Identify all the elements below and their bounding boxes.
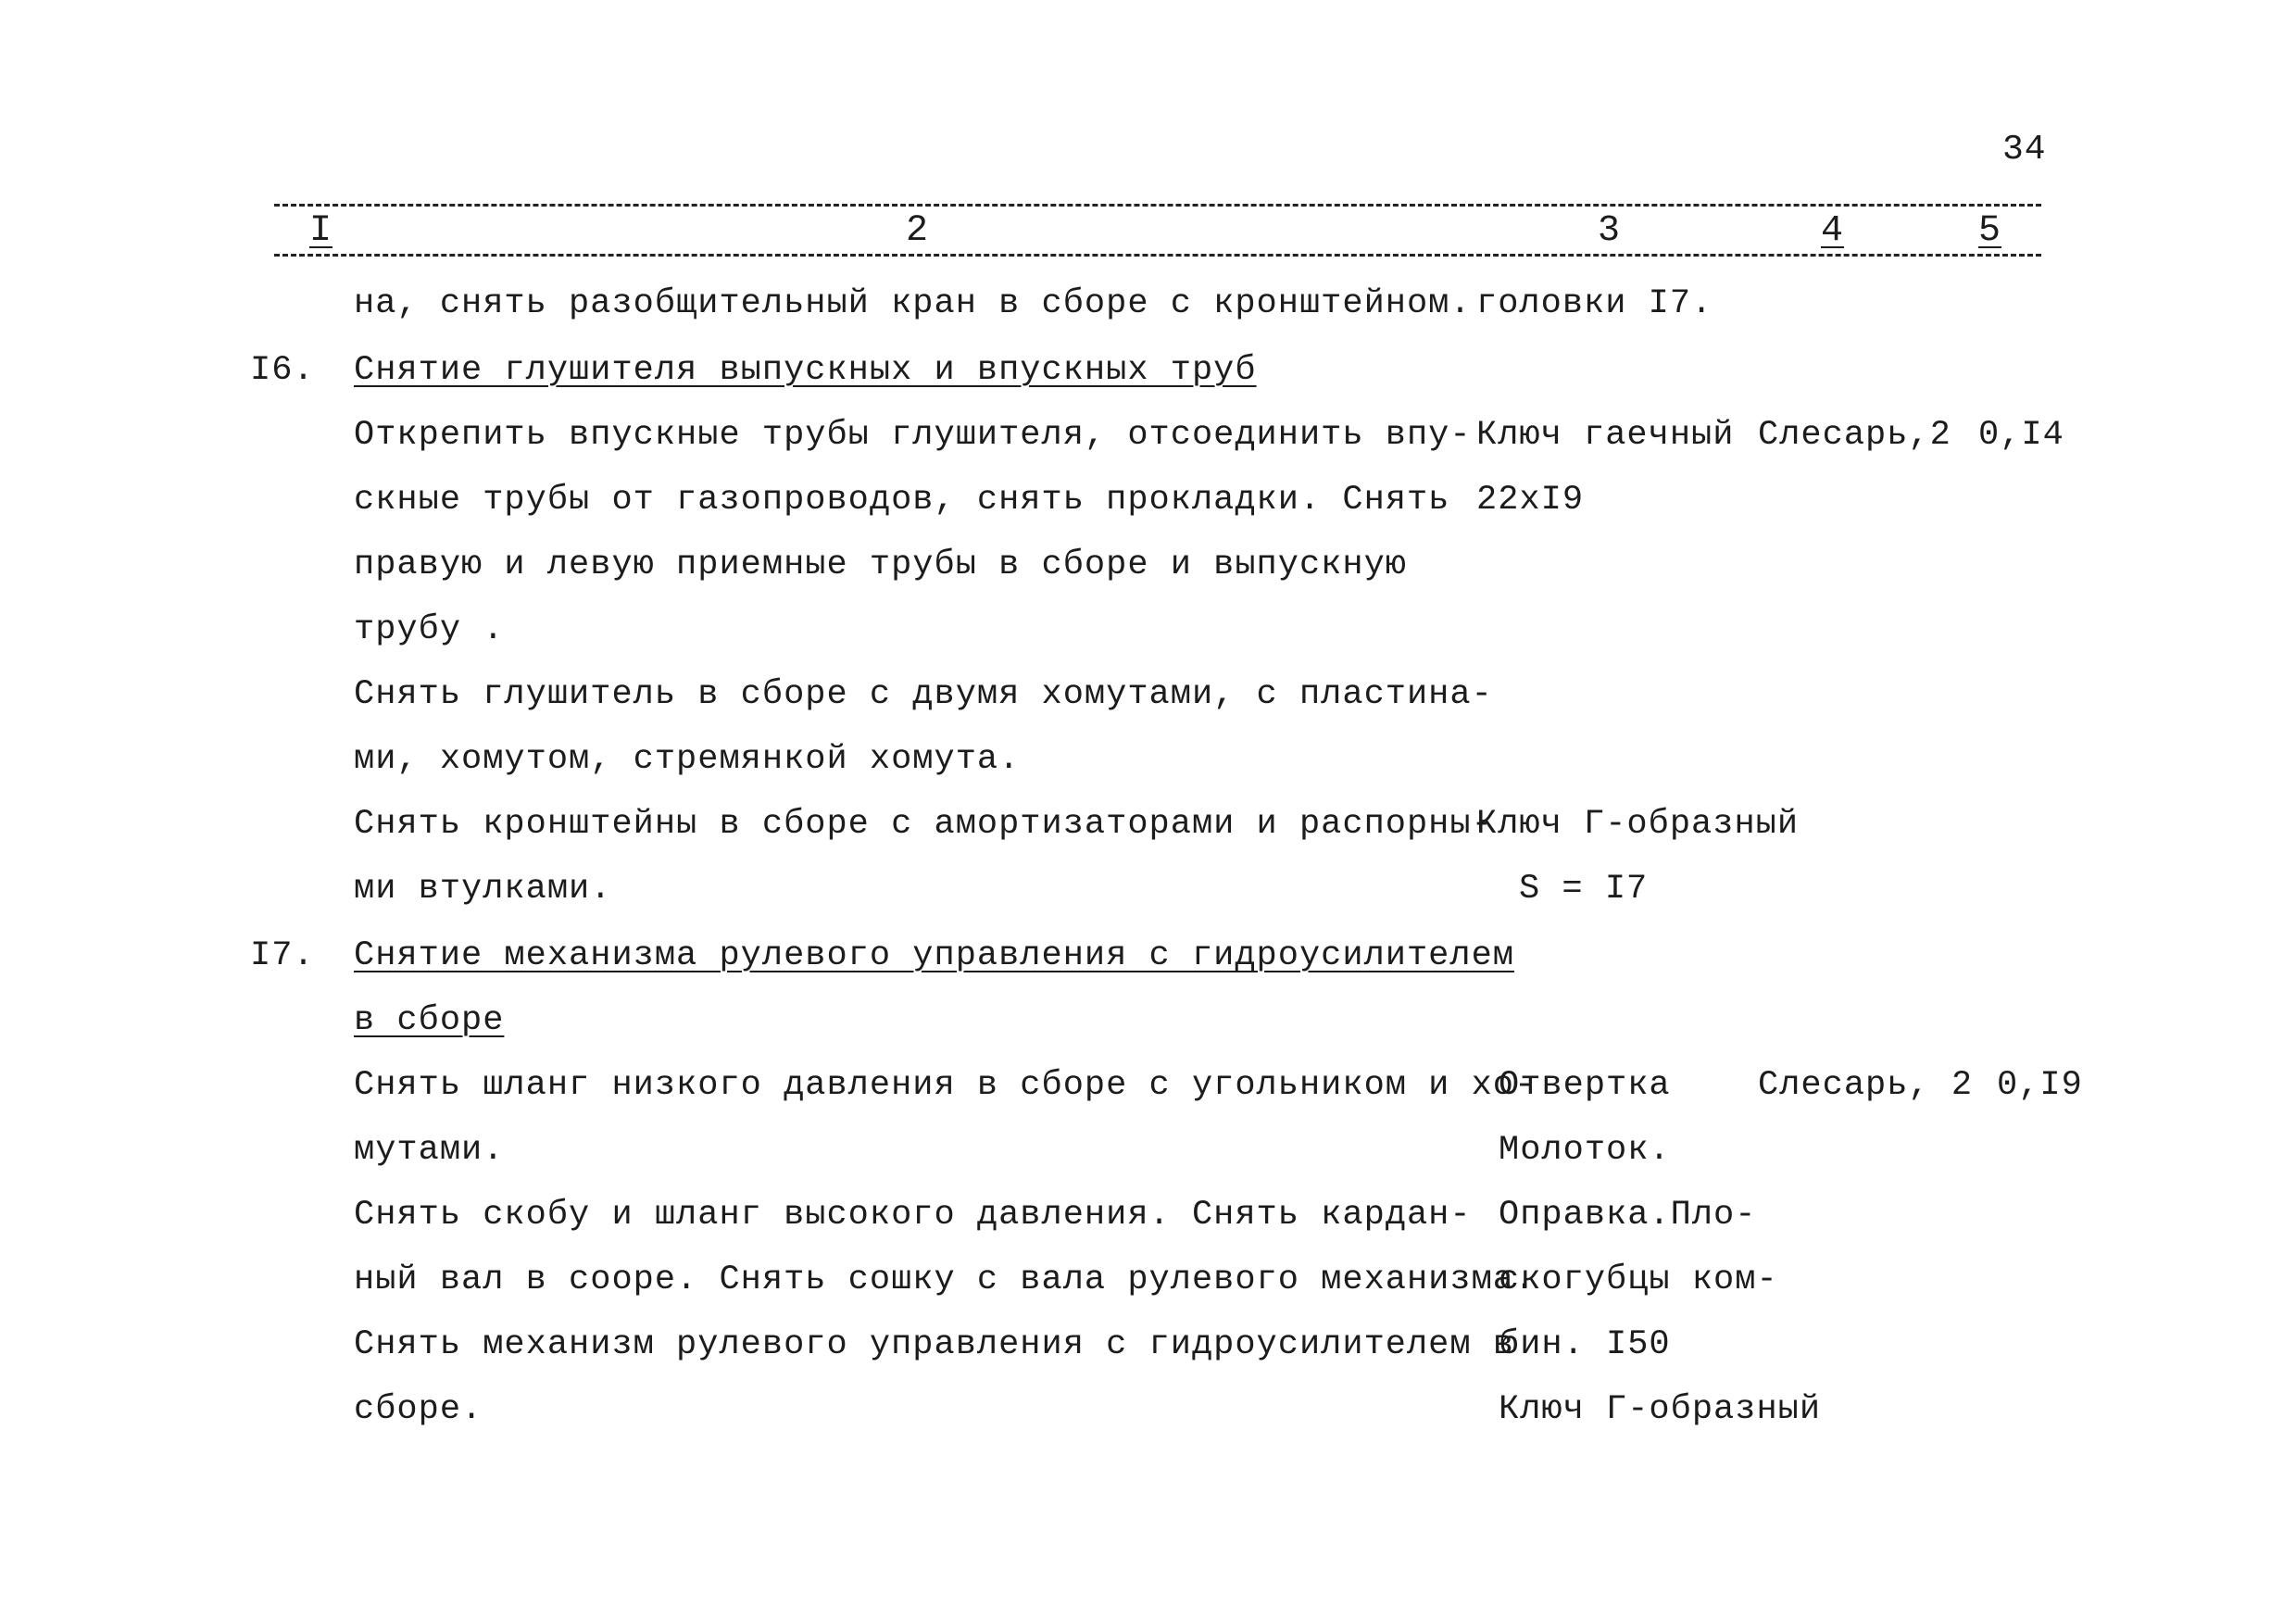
column-header-5: 5: [1978, 210, 2002, 252]
item-16-line: скные трубы от газопроводов, снять прокладки. Снять: [354, 481, 1450, 520]
column-header-1: I: [309, 210, 333, 252]
continuation-tool: головки I7.: [1476, 284, 1713, 323]
column-header-2: 2: [906, 210, 930, 252]
item-16-worker: Слесарь,2: [1758, 416, 1951, 455]
item-17-line: Снять шланг низкого давления в сборе с угольником и хо-: [354, 1066, 1537, 1105]
item-16-line: ми втулками.: [354, 870, 612, 909]
item-16-tool: 22хI9: [1476, 481, 1585, 520]
item-17-tool: Оправка.Пло-: [1499, 1196, 1757, 1235]
item-17-tool: скогубцы ком-: [1499, 1261, 1778, 1299]
item-17-title: Снятие механизма рулевого управления с гидроусилителем: [354, 936, 1514, 975]
item-17-tool: Отвертка: [1499, 1066, 1671, 1105]
item-16-line: Снять кронштейны в сборе с амортизаторами и распорны-: [354, 805, 1493, 844]
column-header-4: 4: [1821, 210, 1845, 252]
item-17-line: мутами.: [354, 1131, 505, 1170]
item-16-line: Открепить впускные трубы глушителя, отсоединить впу-: [354, 416, 1472, 455]
item-16-tool: Ключ Г-образный: [1476, 805, 1800, 844]
item-17-line: сборе.: [354, 1390, 483, 1429]
item-17-tool: бин. I50: [1499, 1325, 1671, 1364]
item-17-tool: Ключ Г-образный: [1499, 1390, 1822, 1429]
header-rule-top: [274, 204, 2041, 207]
item-17-time: 0,I9: [1997, 1066, 2083, 1105]
item-16-number: I6.: [250, 351, 315, 390]
item-16-tool: S = I7: [1519, 870, 1649, 909]
item-16-title: Снятие глушителя выпускных и впускных труб: [354, 351, 1257, 390]
page-number: 34: [2002, 130, 2047, 169]
item-16-line: Снять глушитель в сборе с двумя хомутами, с пластина-: [354, 675, 1493, 714]
item-17-line: ный вал в сооре. Снять сошку с вала рулевого механизма.: [354, 1261, 1537, 1299]
item-17-line: Снять скобу и шланг высокого давления. Снять кардан-: [354, 1196, 1472, 1235]
item-16-line: ми, хомутом, стремянкой хомута.: [354, 740, 1021, 779]
item-17-line: Снять механизм рулевого управления с гидроусилителем в: [354, 1325, 1514, 1364]
item-16-line: правую и левую приемные трубы в сборе и выпускную: [354, 546, 1407, 584]
header-rule-bottom: [274, 254, 2041, 257]
item-17-worker: Слесарь, 2: [1758, 1066, 1974, 1105]
item-17-title: в сборе: [354, 1001, 505, 1040]
item-17-number: I7.: [250, 936, 315, 975]
item-16-line: трубу .: [354, 610, 505, 649]
continuation-text: на, снять разобщительный кран в сборе с кронштейном.: [354, 284, 1472, 323]
item-16-time: 0,I4: [1978, 416, 2064, 455]
column-header-3: 3: [1598, 210, 1622, 252]
item-17-tool: Молоток.: [1499, 1131, 1671, 1170]
item-16-tool: Ключ гаечный: [1476, 416, 1735, 455]
